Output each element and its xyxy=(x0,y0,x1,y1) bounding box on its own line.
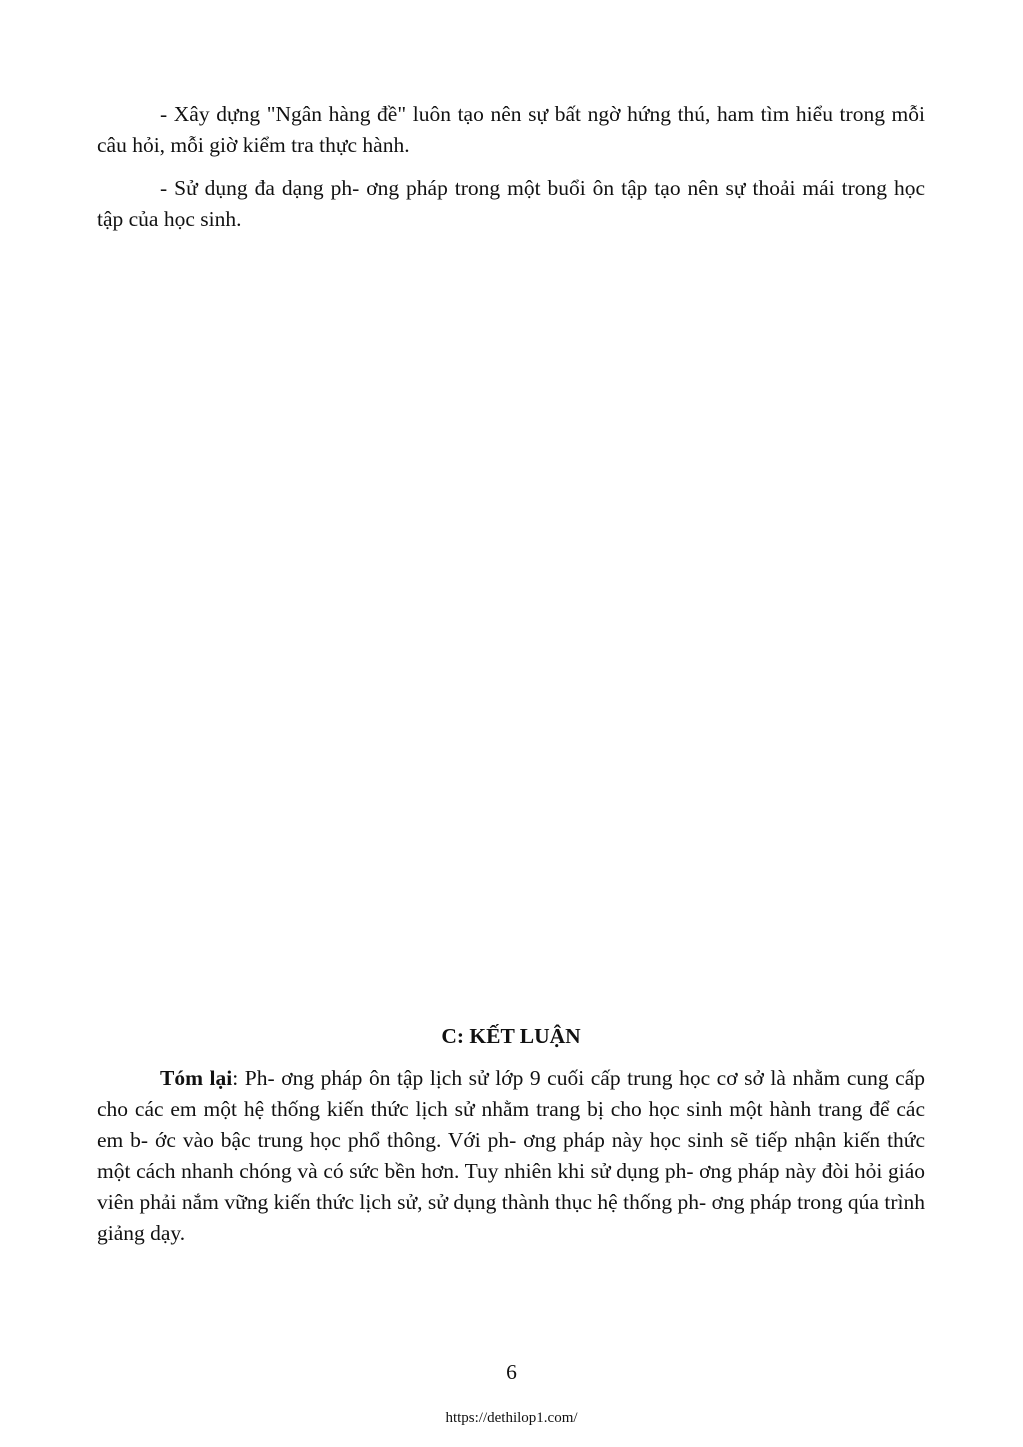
paragraph-diverse-methods: - Sử dụng đa dạng ph- ơng pháp trong một buổi ôn tập tạo nên sự thoải mái trong học tập của học sinh. xyxy=(97,176,925,231)
footer-url: https://dethilop1.com/ xyxy=(445,1410,578,1426)
page-number: 6 xyxy=(506,1360,517,1384)
paragraph-conclusion xyxy=(97,1063,925,1249)
conclusion-lead: Tóm lại xyxy=(160,1066,233,1090)
paragraph-question-bank: - Xây dựng "Ngân hàng đề" luôn tạo nên sự bất ngờ hứng thú, ham tìm hiểu trong mỗi câu hỏi, mỗi giờ kiểm tra thực hành. xyxy=(97,102,925,157)
section-heading-conclusion: C: KẾT LUẬN xyxy=(441,1024,581,1048)
conclusion-body: : Ph- ơng pháp ôn tập lịch sử lớp 9 cuối cấp trung học cơ sở là nhằm cung cấp cho các em một hệ thống kiến thức lịch sử nhằm trang bị cho học sinh một hành trang để các em b- ớc vào bậc trung học phổ thông. Với ph- ơng pháp này học sinh sẽ tiếp nhận kiến thức một cách nhanh chóng và có sức bền hơn. Tuy nhiên khi sử dụng ph- ơng pháp này đòi hỏi giáo viên phải nắm vững kiến thức lịch sử, sử dụng thành thục hệ thống ph- ơng pháp trong qúa trình giảng dạy. xyxy=(97,1066,925,1245)
